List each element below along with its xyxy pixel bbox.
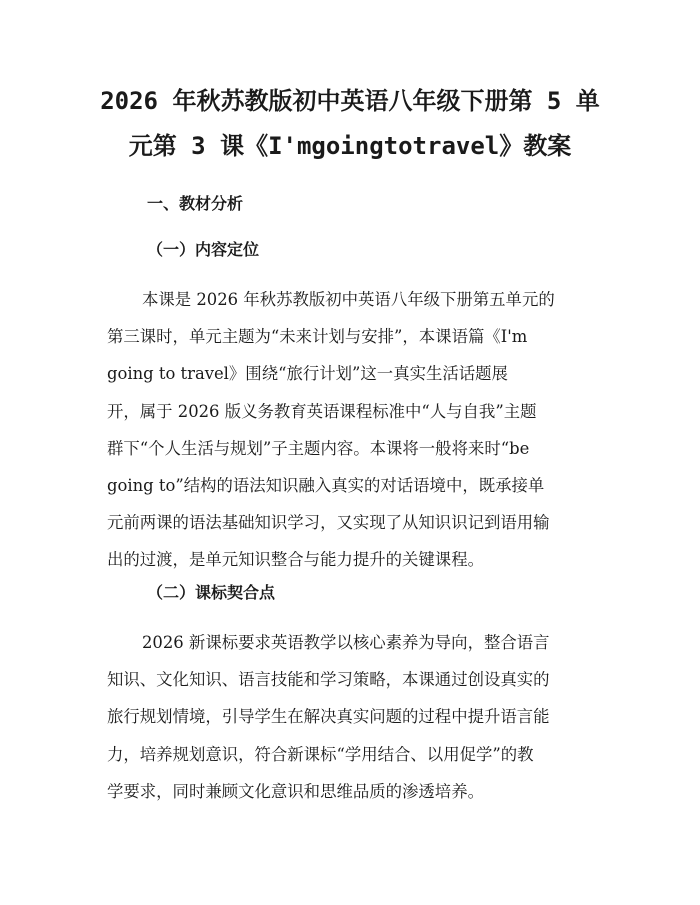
paragraph-line: 旅行规划情境，引导学生在解决真实问题的过程中提升语言能 — [107, 707, 550, 727]
paragraph-content-positioning — [107, 281, 597, 579]
paragraph-line: 力，培养规划意识，符合新课标“学用结合、以用促学”的教 — [107, 744, 534, 764]
paragraph-line: going to travel》围绕“旅行计划”这一真实生活话题展 — [107, 364, 508, 384]
paragraph-line: 元前两课的语法基础知识学习，又实现了从知识识记到语用输 — [107, 513, 550, 533]
subsection-heading-content-positioning: （一）内容定位 — [147, 240, 260, 259]
paragraph-line: 本课是 2026 年秋苏教版初中英语八年级下册第五单元的 — [142, 290, 555, 309]
paragraph-line: 2026 新课标要求英语教学以核心素养为导向，整合语言 — [142, 633, 550, 652]
section-heading-textbook-analysis: 一、教材分析 — [147, 194, 244, 213]
paragraph-line: going to”结构的语法知识融入真实的对话语境中，既承接单 — [107, 475, 545, 495]
paragraph-line: 群下“个人生活与规划”子主题内容。本课将一般将来时“be — [107, 438, 530, 458]
subsection-heading-curriculum-alignment: （二）课标契合点 — [147, 583, 276, 602]
paragraph-curriculum-alignment — [107, 624, 597, 810]
paragraph-line: 第三课时，单元主题为“未来计划与安排”，本课语篇《I'm — [107, 327, 528, 347]
paragraph-line: 学要求，同时兼顾文化意识和思维品质的渗透培养。 — [107, 781, 484, 801]
paragraph-line: 开，属于 2026 版义务教育英语课程标准中“人与自我”主题 — [107, 401, 537, 421]
document-title-line-2: 元第 3 课《I'mgoingtotravel》教案 — [128, 132, 572, 160]
paragraph-line: 知识、文化知识、语言技能和学习策略，本课通过创设真实的 — [107, 670, 550, 690]
document-title-line-1: 2026 年秋苏教版初中英语八年级下册第 5 单 — [100, 87, 600, 115]
paragraph-line: 出的过渡，是单元知识整合与能力提升的关键课程。 — [107, 550, 484, 570]
